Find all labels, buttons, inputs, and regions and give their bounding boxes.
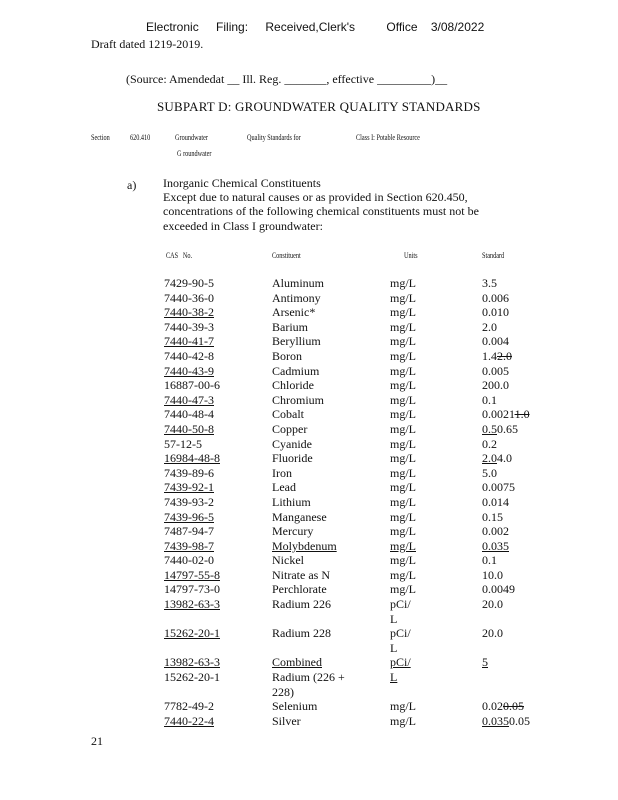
standard-cell: 2.0 [482, 319, 497, 334]
constituents-table [164, 276, 552, 728]
table-row [164, 451, 552, 466]
constituent-cell: Perchlorate [272, 582, 327, 597]
standard-cell: 5 [482, 655, 488, 670]
constituent-cell: Beryllium [272, 334, 321, 349]
table-row [164, 670, 552, 699]
units-cell: mg/L [390, 567, 416, 582]
filing-part: Office [386, 20, 418, 34]
item-heading: Inorganic Chemical Constituents [163, 176, 321, 190]
units-cell: mg/L [390, 451, 416, 466]
table-row [164, 407, 552, 422]
filing-part: Received,Clerk's [265, 20, 356, 34]
source-at: at [215, 72, 225, 86]
cas-number-cell: 16887-00-6 [164, 378, 220, 393]
constituent-cell: Aluminum [272, 276, 325, 290]
constituent-cell: Copper [272, 421, 308, 436]
cas-number-cell: 13982-63-3 [164, 655, 220, 670]
section-title-part: G roundwater [177, 149, 212, 158]
units-cell: mg/L [390, 392, 416, 407]
cas-number-cell: 7439-93-2 [164, 494, 214, 509]
constituent-cell: Chloride [272, 378, 314, 393]
standard-cell: 0.002 [482, 524, 509, 539]
struck-value: 0.05 [503, 699, 524, 714]
section-title-part: Groundwater [175, 133, 208, 142]
table-row [164, 568, 552, 583]
table-row [164, 393, 552, 408]
table-row [164, 364, 552, 379]
constituent-cell: Mercury [272, 524, 314, 539]
standard-tail: 0.65 [497, 421, 518, 436]
standard-cell: 0.2 [482, 436, 497, 451]
table-row [164, 320, 552, 335]
table-row [164, 582, 552, 597]
cas-number-cell: 7440-50-8 [164, 421, 214, 436]
standard-cell: 0.004 [482, 334, 509, 349]
standard-cell: 20.0 [482, 597, 503, 612]
constituent-cell: Antimony [272, 290, 321, 305]
table-row [164, 480, 552, 495]
units-cell: pCi/ L [390, 597, 411, 626]
units-cell: mg/L [390, 538, 416, 553]
constituent-cell: Lithium [272, 494, 311, 509]
table-row [164, 495, 552, 510]
constituent-cell: Molybdenum [272, 538, 337, 553]
cas-number-cell: 14797-55-8 [164, 567, 220, 582]
table-row [164, 699, 552, 714]
units-cell: mg/L [390, 494, 416, 509]
standard-cell: 5.0 [482, 465, 497, 480]
constituent-cell: Boron [272, 348, 302, 363]
units-cell: mg/L [390, 276, 416, 290]
units-cell: mg/L [390, 509, 416, 524]
cas-number-cell: 7439-89-6 [164, 465, 214, 480]
standard-cell: 0.020.05 [482, 699, 524, 714]
units-cell: mg/L [390, 436, 416, 451]
standard-cell: 0.014 [482, 494, 509, 509]
table-row [164, 510, 552, 525]
table-row [164, 276, 552, 291]
cas-number-cell: 7439-92-1 [164, 480, 214, 495]
cas-number-cell: 7440-36-0 [164, 290, 214, 305]
standard-cell [482, 670, 552, 699]
table-row [164, 539, 552, 554]
cas-number-cell: 16984-48-8 [164, 451, 220, 466]
units-cell: mg/L [390, 305, 416, 320]
cas-number-cell: 7440-47-3 [164, 392, 214, 407]
constituent-cell: Arsenic* [272, 305, 316, 320]
units-cell: mg/L [390, 290, 416, 305]
units-cell: mg/L [390, 334, 416, 349]
standard-cell: 0.035 [482, 538, 509, 553]
constituent-cell: Cadmium [272, 363, 320, 378]
constituent-cell: Nitrate as N [272, 567, 330, 582]
standard-cell: 0.00211.0 [482, 407, 530, 422]
cas-number-cell: 7440-39-3 [164, 319, 214, 334]
cas-number-cell: 7440-48-4 [164, 407, 214, 422]
units-cell: mg/L [390, 348, 416, 363]
units-cell: mg/L [390, 480, 416, 495]
item-marker: a) [127, 178, 137, 192]
standard-tail: 0.05 [509, 713, 530, 728]
table-row [164, 349, 552, 364]
section-number: 620.410 [130, 133, 151, 142]
constituent-cell: Radium 226 [272, 597, 331, 612]
filing-stamp [146, 20, 484, 34]
standard-cell: 3.5 [482, 276, 497, 290]
page-number: 21 [91, 734, 103, 748]
cas-number-cell: 7429-90-5 [164, 276, 214, 290]
col-header-cas: CAS No. [166, 251, 193, 260]
cas-number-cell: 57-12-5 [164, 436, 202, 451]
standard-cell: 0.0350.05 [482, 713, 530, 728]
table-row [164, 553, 552, 568]
units-cell: pCi/ L [390, 626, 411, 655]
constituent-cell: Cyanide [272, 436, 312, 451]
standard-cell: 2.04.0 [482, 451, 512, 466]
constituent-cell: Manganese [272, 509, 327, 524]
units-cell: mg/L [390, 713, 416, 728]
table-row [164, 524, 552, 539]
units-cell: mg/L [390, 465, 416, 480]
units-cell: mg/L [390, 699, 416, 714]
units-cell: L [390, 670, 398, 685]
cas-number-cell: 7440-42-8 [164, 348, 214, 363]
constituent-cell: Silver [272, 713, 301, 728]
struck-value: 1.0 [514, 407, 530, 422]
table-row [164, 422, 552, 437]
table-row [164, 655, 552, 670]
cas-number-cell: 7440-22-4 [164, 713, 214, 728]
constituent-cell: Chromium [272, 392, 325, 407]
constituent-cell: Radium 228 [272, 626, 331, 641]
cas-number-cell: 7440-02-0 [164, 553, 214, 568]
units-cell: mg/L [390, 553, 416, 568]
cas-number-cell: 13982-63-3 [164, 597, 220, 612]
filing-part: Electronic [146, 20, 199, 34]
cas-number-cell: 7440-38-2 [164, 305, 214, 320]
cas-number-cell: 7439-96-5 [164, 509, 214, 524]
cas-number-cell: 15262-20-1 [164, 626, 220, 641]
constituent-cell: Fluoride [272, 451, 313, 466]
cas-number-cell: 7439-98-7 [164, 538, 214, 553]
table-row [164, 714, 552, 729]
cas-number-cell: 7782-49-2 [164, 699, 214, 714]
standard-cell: 20.0 [482, 626, 503, 641]
standard-tail: 4.0 [497, 451, 512, 466]
item-body [163, 190, 479, 233]
constituent-cell: Radium (226 + 228) [272, 670, 345, 699]
standard-cell: 0.50.65 [482, 421, 518, 436]
constituent-cell: Cobalt [272, 407, 304, 422]
units-cell: mg/L [390, 378, 416, 393]
item-body-line: concentrations of the following chemical constituents must not be [163, 204, 479, 219]
col-header-constituent: Constituent [272, 251, 301, 260]
filing-part: Filing: [216, 20, 249, 34]
table-row [164, 334, 552, 349]
cas-number-cell: 7440-41-7 [164, 334, 214, 349]
subpart-title: SUBPART D: GROUNDWATER QUALITY STANDARDS [157, 99, 481, 114]
table-row [164, 378, 552, 393]
constituent-cell: Barium [272, 319, 308, 334]
filing-part: 3/08/2022 [430, 20, 485, 34]
table-row [164, 466, 552, 481]
constituent-cell: Iron [272, 465, 292, 480]
standard-cell: 200.0 [482, 378, 509, 393]
item-body-line: exceeded in Class I groundwater: [163, 218, 323, 233]
struck-value: 2.0 [497, 348, 512, 363]
section-title-part: Class I: Potable Resource [356, 133, 420, 142]
standard-cell: 0.0075 [482, 480, 515, 495]
cas-number-cell: 7440-43-9 [164, 363, 214, 378]
col-header-standard: Standard [482, 251, 505, 260]
standard-cell: 0.005 [482, 363, 509, 378]
constituent-cell: Selenium [272, 699, 318, 714]
standard-cell: 0.15 [482, 509, 503, 524]
standard-cell: 0.006 [482, 290, 509, 305]
units-cell: pCi/ [390, 655, 411, 670]
constituent-cell: Combined [272, 655, 322, 670]
table-row [164, 305, 552, 320]
standard-cell: 0.0049 [482, 582, 515, 597]
source-prefix: (Source: Amended [126, 72, 216, 86]
standard-cell: 0.010 [482, 305, 509, 320]
cas-number-cell: 15262-20-1 [164, 670, 220, 685]
units-cell: mg/L [390, 319, 416, 334]
units-cell: mg/L [390, 407, 416, 422]
constituent-cell: Lead [272, 480, 296, 495]
units-cell: mg/L [390, 421, 416, 436]
table-row [164, 626, 552, 655]
draft-date-line: Draft dated 1219-2019. [91, 37, 204, 51]
constituent-cell: Nickel [272, 553, 304, 568]
standard-cell: 1.42.0 [482, 348, 512, 363]
table-row [164, 597, 552, 626]
table-row [164, 437, 552, 452]
section-title-part: Quality Standards for [247, 133, 301, 142]
units-cell: mg/L [390, 363, 416, 378]
cas-number-cell: 14797-73-0 [164, 582, 220, 597]
standard-cell: 10.0 [482, 567, 503, 582]
standard-cell: 0.1 [482, 553, 497, 568]
source-note: (Source: Amendedat __ Ill. Reg. _______, effective _________)__ [126, 72, 448, 86]
table-row [164, 291, 552, 306]
standard-cell: 0.1 [482, 392, 497, 407]
cas-number-cell: 7487-94-7 [164, 524, 214, 539]
col-header-units: Units [404, 251, 418, 260]
item-body-line: Except due to natural causes or as provided in Section 620.450, [163, 190, 468, 204]
units-cell: mg/L [390, 524, 416, 539]
section-label: Section [91, 133, 110, 142]
source-reg: Ill. Reg. _______, effective _________)__ [242, 72, 448, 86]
units-cell: mg/L [390, 582, 416, 597]
